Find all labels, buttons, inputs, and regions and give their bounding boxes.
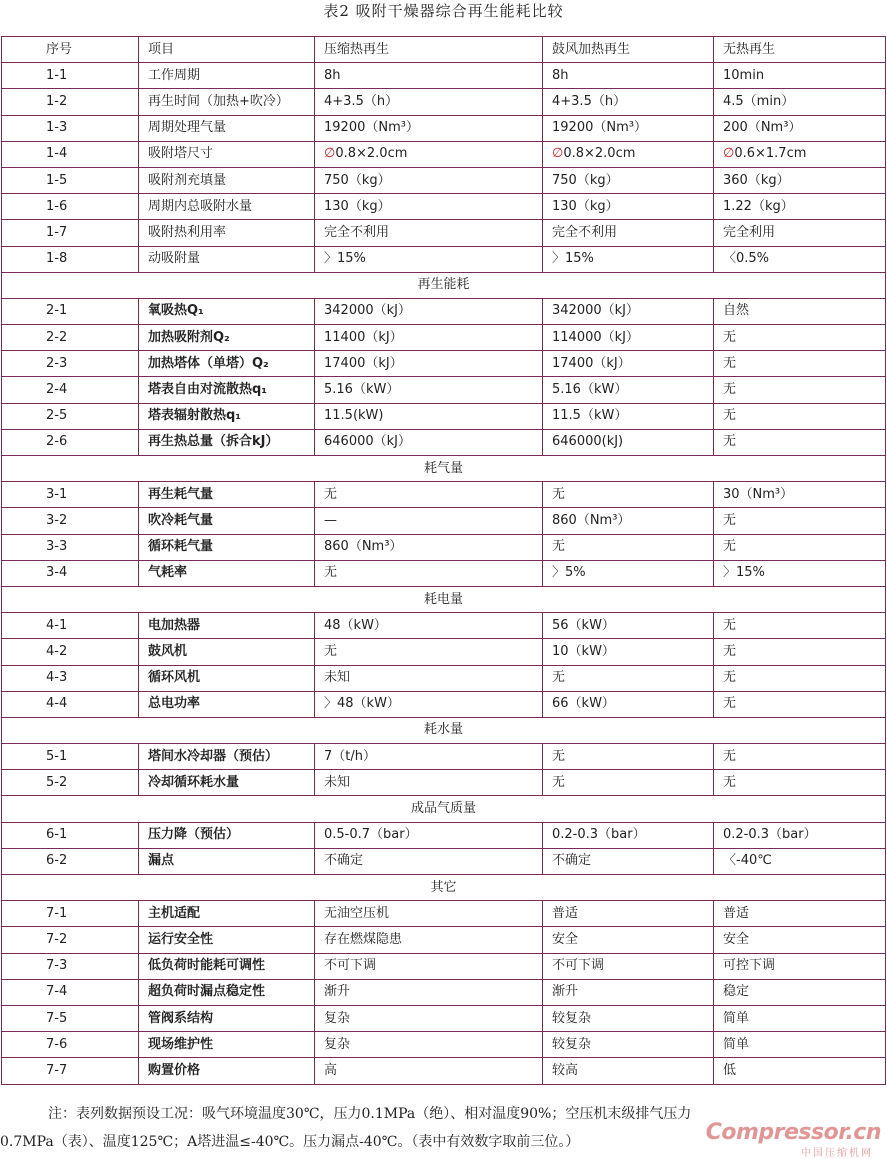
row-item: 循环风机 <box>139 665 315 691</box>
compression-heat-value: 8h <box>315 63 543 89</box>
table-row <box>2 665 886 691</box>
row-index: 2-4 <box>2 377 139 403</box>
compression-heat-value: 无油空压机 <box>315 901 543 927</box>
compression-heat-value: 5.16（kW） <box>315 377 543 403</box>
compression-heat-value: 48（kW） <box>315 613 543 639</box>
compression-heat-value: 渐升 <box>315 979 543 1005</box>
table-row <box>2 848 886 874</box>
table-row <box>2 1058 886 1084</box>
blower-heat-value: 130（kg） <box>543 194 714 220</box>
table-row <box>2 89 886 115</box>
row-index: 2-6 <box>2 429 139 455</box>
table-row <box>2 613 886 639</box>
row-item: 鼓风机 <box>139 639 315 665</box>
section-header-row <box>2 717 886 743</box>
compression-heat-value: 11.5(kW) <box>315 403 543 429</box>
blower-heat-value: 无 <box>543 482 714 508</box>
heatless-value: 无 <box>714 325 886 351</box>
table-row <box>2 220 886 246</box>
heatless-value: 无 <box>714 639 886 665</box>
heatless-value <box>714 141 886 167</box>
row-item: 气耗率 <box>139 560 315 586</box>
row-item: 动吸附量 <box>139 246 315 272</box>
compression-heat-value: 无 <box>315 482 543 508</box>
diameter-icon: ∅ <box>723 146 735 162</box>
row-index: 3-3 <box>2 534 139 560</box>
row-index: 3-4 <box>2 560 139 586</box>
heatless-value: 稳定 <box>714 979 886 1005</box>
compression-heat-value: 未知 <box>315 665 543 691</box>
compression-heat-value: 复杂 <box>315 1032 543 1058</box>
footnote-line-1: 注：表列数据预设工况：吸气环境温度30℃，压力0.1MPa（绝）、相对温度90%；空压机末级排气压力 <box>48 1106 692 1122</box>
heatless-value: 1.22（kg） <box>714 194 886 220</box>
heatless-value: 低 <box>714 1058 886 1084</box>
table-row <box>2 901 886 927</box>
section-header-row <box>2 586 886 612</box>
row-index: 6-1 <box>2 822 139 848</box>
table-row <box>2 691 886 717</box>
row-index: 7-4 <box>2 979 139 1005</box>
row-item: 总电功率 <box>139 691 315 717</box>
compression-heat-value: 完全不利用 <box>315 220 543 246</box>
compression-heat-value: 无 <box>315 560 543 586</box>
row-item: 再生时间（加热+吹冷） <box>139 89 315 115</box>
blower-heat-value: 56（kW） <box>543 613 714 639</box>
section-title: 耗气量 <box>2 456 886 482</box>
table-row <box>2 508 886 534</box>
row-index: 2-3 <box>2 351 139 377</box>
heatless-value: 完全利用 <box>714 220 886 246</box>
row-item: 吸附塔尺寸 <box>139 141 315 167</box>
heatless-value: 〉15% <box>714 560 886 586</box>
row-item: 吸附剂充填量 <box>139 167 315 193</box>
row-item: 超负荷时漏点稳定性 <box>139 979 315 1005</box>
heatless-value: 0.2-0.3（bar） <box>714 822 886 848</box>
blower-heat-value: 750（kg） <box>543 167 714 193</box>
row-item: 工作周期 <box>139 63 315 89</box>
compression-heat-value: 〉15% <box>315 246 543 272</box>
heatless-value: 普适 <box>714 901 886 927</box>
row-item: 吸附热利用率 <box>139 220 315 246</box>
row-index: 7-2 <box>2 927 139 953</box>
row-item: 运行安全性 <box>139 927 315 953</box>
row-index: 7-3 <box>2 953 139 979</box>
compression-heat-value: 130（kg） <box>315 194 543 220</box>
row-item: 塔表辐射散热q₁ <box>139 403 315 429</box>
table-caption: 表2 吸附干燥器综合再生能耗比较 <box>323 2 564 20</box>
heatless-value: 〈-40℃ <box>714 848 886 874</box>
section-title: 耗电量 <box>2 586 886 612</box>
blower-heat-value: 646000(kJ) <box>543 429 714 455</box>
table-row <box>2 744 886 770</box>
row-index: 7-1 <box>2 901 139 927</box>
blower-heat-value: 无 <box>543 770 714 796</box>
blower-heat-value: 4+3.5（h） <box>543 89 714 115</box>
row-index: 5-2 <box>2 770 139 796</box>
table-row <box>2 927 886 953</box>
section-title: 耗水量 <box>2 717 886 743</box>
compression-heat-value: 750（kg） <box>315 167 543 193</box>
diameter-value: 0.8×2.0cm <box>563 146 636 162</box>
compression-heat-value: 342000（kJ） <box>315 298 543 324</box>
blower-heat-value: 0.2-0.3（bar） <box>543 822 714 848</box>
comparison-table <box>1 36 886 1085</box>
header-item: 项目 <box>139 37 315 63</box>
compression-heat-value: 11400（kJ） <box>315 325 543 351</box>
compression-heat-value: 7（t/h） <box>315 744 543 770</box>
heatless-value: 无 <box>714 351 886 377</box>
blower-heat-value: 114000（kJ） <box>543 325 714 351</box>
table-row <box>2 403 886 429</box>
table-row <box>2 246 886 272</box>
blower-heat-value <box>543 141 714 167</box>
blower-heat-value: 5.16（kW） <box>543 377 714 403</box>
row-item: 塔表自由对流散热q₁ <box>139 377 315 403</box>
row-item: 冷却循环耗水量 <box>139 770 315 796</box>
table-row <box>2 63 886 89</box>
heatless-value: 无 <box>714 508 886 534</box>
row-index: 1-6 <box>2 194 139 220</box>
row-item: 塔间水冷却器（预估） <box>139 744 315 770</box>
table-row <box>2 298 886 324</box>
row-index: 3-2 <box>2 508 139 534</box>
row-index: 7-7 <box>2 1058 139 1084</box>
row-item: 吹冷耗气量 <box>139 508 315 534</box>
blower-heat-value: 无 <box>543 534 714 560</box>
blower-heat-value: 不可下调 <box>543 953 714 979</box>
blower-heat-value: 渐升 <box>543 979 714 1005</box>
compression-heat-value: 不可下调 <box>315 953 543 979</box>
section-title: 其它 <box>2 875 886 901</box>
blower-heat-value: 8h <box>543 63 714 89</box>
row-index: 5-1 <box>2 744 139 770</box>
row-item: 周期内总吸附水量 <box>139 194 315 220</box>
table-row <box>2 167 886 193</box>
diameter-value: 0.6×1.7cm <box>734 146 807 162</box>
header-blower-heat: 鼓风加热再生 <box>543 37 714 63</box>
row-index: 2-5 <box>2 403 139 429</box>
table-header-row <box>2 37 886 63</box>
section-header-row <box>2 796 886 822</box>
blower-heat-value: 860（Nm³） <box>543 508 714 534</box>
blower-heat-value: 19200（Nm³） <box>543 115 714 141</box>
table-row <box>2 560 886 586</box>
blower-heat-value: 11.5（kW） <box>543 403 714 429</box>
heatless-value: 可控下调 <box>714 953 886 979</box>
watermark-logo: Compressor.cn <box>705 1120 881 1145</box>
watermark-subtitle: 中国压缩机网 <box>801 1148 873 1159</box>
compression-heat-value: 高 <box>315 1058 543 1084</box>
row-index: 6-2 <box>2 848 139 874</box>
row-index: 2-2 <box>2 325 139 351</box>
heatless-value: 简单 <box>714 1032 886 1058</box>
section-header-row <box>2 875 886 901</box>
row-index: 7-5 <box>2 1005 139 1031</box>
table-row <box>2 953 886 979</box>
table-row <box>2 429 886 455</box>
heatless-value: 〈0.5% <box>714 246 886 272</box>
heatless-value: 无 <box>714 403 886 429</box>
heatless-value: 安全 <box>714 927 886 953</box>
blower-heat-value: 安全 <box>543 927 714 953</box>
section-title: 成品气质量 <box>2 796 886 822</box>
heatless-value: 200（Nm³） <box>714 115 886 141</box>
table-row <box>2 115 886 141</box>
row-item: 购置价格 <box>139 1058 315 1084</box>
row-index: 1-1 <box>2 63 139 89</box>
blower-heat-value: 342000（kJ） <box>543 298 714 324</box>
row-item: 循环耗气量 <box>139 534 315 560</box>
row-index: 2-1 <box>2 298 139 324</box>
diameter-value: 0.8×2.0cm <box>335 146 408 162</box>
blower-heat-value: 66（kW） <box>543 691 714 717</box>
compression-heat-value: — <box>315 508 543 534</box>
row-index: 1-7 <box>2 220 139 246</box>
blower-heat-value: 完全不利用 <box>543 220 714 246</box>
table-row <box>2 194 886 220</box>
row-item: 再生耗气量 <box>139 482 315 508</box>
compression-heat-value: 无 <box>315 639 543 665</box>
table-row <box>2 979 886 1005</box>
table-row <box>2 639 886 665</box>
heatless-value: 10min <box>714 63 886 89</box>
table-body <box>2 37 886 1085</box>
compression-heat-value: 不确定 <box>315 848 543 874</box>
blower-heat-value: 10（kW） <box>543 639 714 665</box>
row-item: 电加热器 <box>139 613 315 639</box>
heatless-value: 无 <box>714 691 886 717</box>
compression-heat-value: 〉48（kW） <box>315 691 543 717</box>
heatless-value: 无 <box>714 744 886 770</box>
heatless-value: 无 <box>714 770 886 796</box>
row-item: 加热塔体（单塔）Q₂ <box>139 351 315 377</box>
table-row <box>2 325 886 351</box>
section-header-row <box>2 456 886 482</box>
blower-heat-value: 无 <box>543 665 714 691</box>
table-row <box>2 351 886 377</box>
table-row <box>2 822 886 848</box>
compression-heat-value: 646000（kJ） <box>315 429 543 455</box>
section-header-row <box>2 272 886 298</box>
compression-heat-value: 0.5-0.7（bar） <box>315 822 543 848</box>
blower-heat-value: 17400（kJ） <box>543 351 714 377</box>
heatless-value: 自然 <box>714 298 886 324</box>
row-index: 1-3 <box>2 115 139 141</box>
row-index: 7-6 <box>2 1032 139 1058</box>
table-row <box>2 534 886 560</box>
heatless-value: 无 <box>714 665 886 691</box>
compression-heat-value <box>315 141 543 167</box>
compression-heat-value: 未知 <box>315 770 543 796</box>
blower-heat-value: 无 <box>543 744 714 770</box>
row-item: 管阀系结构 <box>139 1005 315 1031</box>
row-index: 1-2 <box>2 89 139 115</box>
heatless-value: 无 <box>714 377 886 403</box>
table-row <box>2 377 886 403</box>
compression-heat-value: 存在燃煤隐患 <box>315 927 543 953</box>
row-item: 漏点 <box>139 848 315 874</box>
row-index: 1-5 <box>2 167 139 193</box>
section-title: 再生能耗 <box>2 272 886 298</box>
row-index: 4-2 <box>2 639 139 665</box>
row-index: 4-4 <box>2 691 139 717</box>
heatless-value: 30（Nm³） <box>714 482 886 508</box>
row-item: 周期处理气量 <box>139 115 315 141</box>
compression-heat-value: 860（Nm³） <box>315 534 543 560</box>
table-row <box>2 1005 886 1031</box>
blower-heat-value: 〉15% <box>543 246 714 272</box>
row-index: 3-1 <box>2 482 139 508</box>
blower-heat-value: 较复杂 <box>543 1005 714 1031</box>
compression-heat-value: 19200（Nm³） <box>315 115 543 141</box>
row-item: 现场维护性 <box>139 1032 315 1058</box>
heatless-value: 360（kg） <box>714 167 886 193</box>
table-row <box>2 141 886 167</box>
heatless-value: 无 <box>714 534 886 560</box>
header-compression-heat: 压缩热再生 <box>315 37 543 63</box>
header-index: 序号 <box>2 37 139 63</box>
blower-heat-value: 不确定 <box>543 848 714 874</box>
row-item: 低负荷时能耗可调性 <box>139 953 315 979</box>
blower-heat-value: 较高 <box>543 1058 714 1084</box>
blower-heat-value: 普适 <box>543 901 714 927</box>
compression-heat-value: 复杂 <box>315 1005 543 1031</box>
row-index: 1-4 <box>2 141 139 167</box>
row-item: 再生热总量（拆合kJ） <box>139 429 315 455</box>
compression-heat-value: 17400（kJ） <box>315 351 543 377</box>
blower-heat-value: 〉5% <box>543 560 714 586</box>
compression-heat-value: 4+3.5（h） <box>315 89 543 115</box>
heatless-value: 简单 <box>714 1005 886 1031</box>
row-item: 氧吸热Q₁ <box>139 298 315 324</box>
blower-heat-value: 较复杂 <box>543 1032 714 1058</box>
table-row <box>2 482 886 508</box>
heatless-value: 4.5（min） <box>714 89 886 115</box>
table-row <box>2 1032 886 1058</box>
row-item: 主机适配 <box>139 901 315 927</box>
row-item: 加热吸附剂Q₂ <box>139 325 315 351</box>
diameter-icon: ∅ <box>552 146 564 162</box>
footnote-line-2: 0.7MPa（表）、温度125℃；A塔进温≤-40℃。压力漏点-40℃。（表中有效数字取前三位。） <box>0 1134 580 1150</box>
row-item: 压力降（预估） <box>139 822 315 848</box>
diameter-icon: ∅ <box>324 146 336 162</box>
heatless-value: 无 <box>714 613 886 639</box>
row-index: 4-1 <box>2 613 139 639</box>
row-index: 1-8 <box>2 246 139 272</box>
table-row <box>2 770 886 796</box>
header-heatless: 无热再生 <box>714 37 886 63</box>
row-index: 4-3 <box>2 665 139 691</box>
heatless-value: 无 <box>714 429 886 455</box>
